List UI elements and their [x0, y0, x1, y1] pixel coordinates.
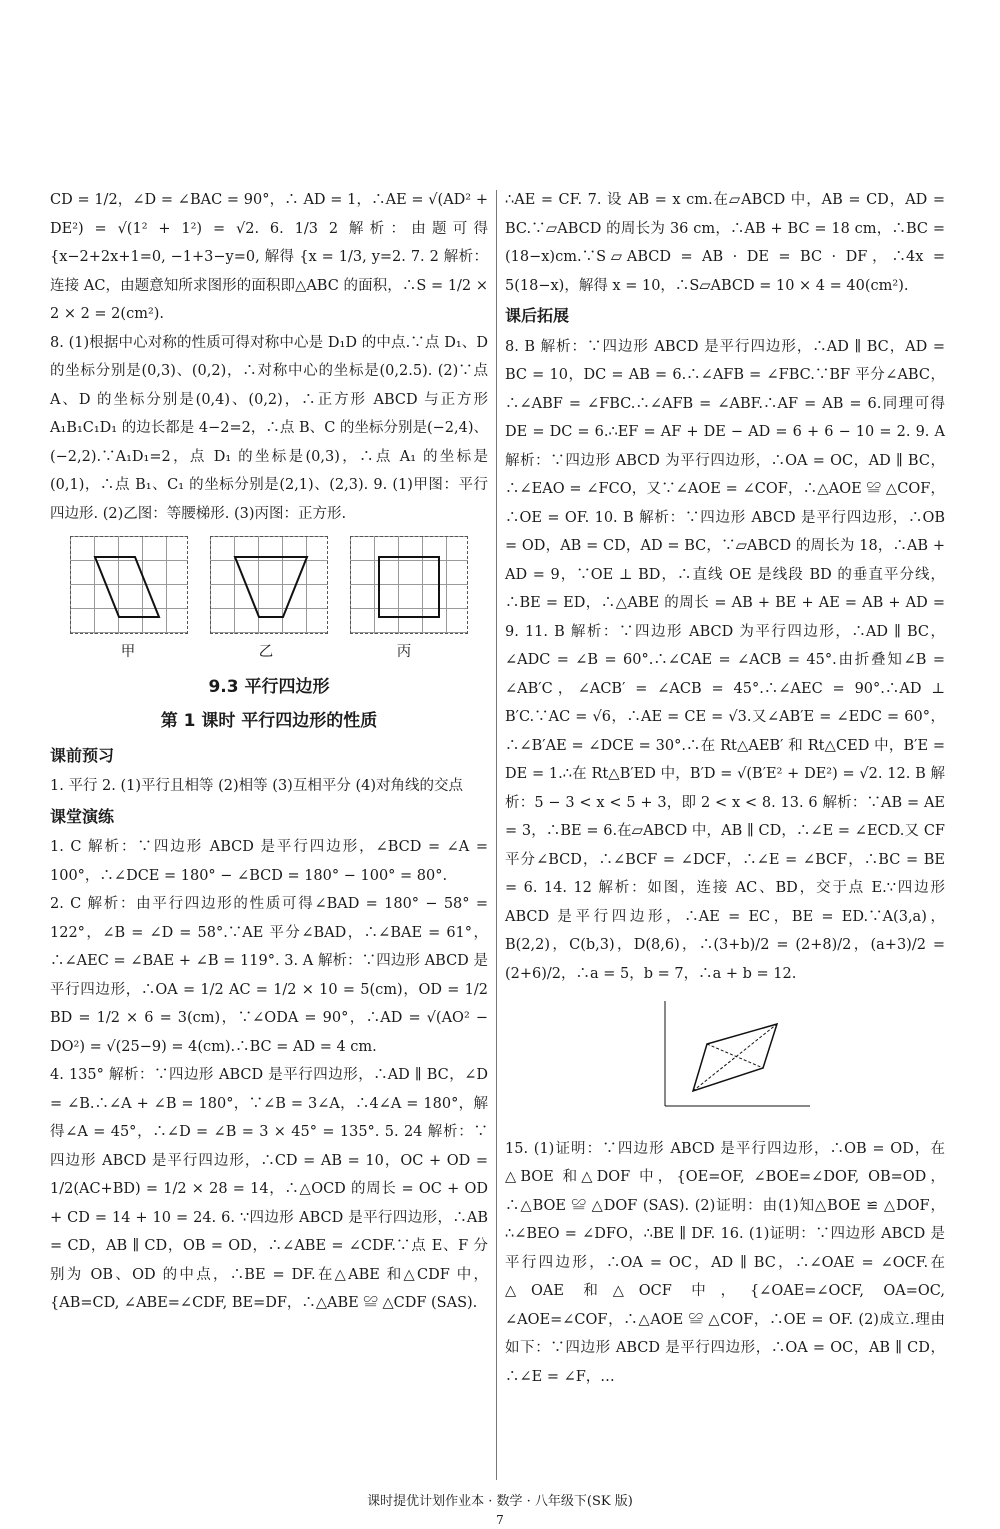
right-column [505, 186, 945, 1391]
heading-extension: 课后拓展 [505, 306, 570, 325]
answer-block: 4. 135° 解析：∵四边形 ABCD 是平行四边形，∴AD ∥ BC，∠D = ∠B.∴∠A + ∠B = 180°，∵∠B = 3∠A，∴4∠A = 180°，解得∠A = 45°，∴∠D = ∠B = 3 × 45° = 135°. 5. 24 解析：∵四边形 ABCD 是平行四边形，∴CD = AB = 10，OC + OD = 1/2(AC+BD) = 1/2 × 28 = 14，∴△OCD 的周长 = OC + OD + CD = 14 + 10 = 24. 6. ∵四边形 ABCD 是平行四边形，∴AB = CD，AB ∥ CD，OB = OD，∴∠ABE = ∠CDF.∵点 E、F 分别为 OB、OD 的中点，∴BE = DF.在△ABE 和△CDF 中，{AB=CD, ∠ABE=∠CDF, BE=DF，∴△ABE ≌ △CDF (SAS). [50, 1067, 488, 1311]
answer-block: CD = 1/2，∠D = ∠BAC = 90°，∴ AD = 1，∴AE = √(AD² + DE²) = √(1² + 1²) = √2. 6. 1/3 2 解析：由题可得 {x−2+2x+1=0, −1+3−y=0, 解得 {x = 1/3, y=2. 7. 2 解析：连接 AC，由题意知所求图形的面积即△ABC 的面积，∴S = 1/2 × 2 × 2 = 2(cm²). [50, 192, 488, 322]
grid-figure-trapezoid [210, 536, 328, 634]
page-number: 7 [496, 1513, 504, 1527]
answer-block: 1. 平行 2. (1)平行且相等 (2)相等 (3)互相平分 (4)对角线的交点 [50, 778, 463, 794]
caption: 丙 [396, 644, 412, 660]
left-column [50, 186, 488, 1318]
answer-block: 8. (1)根据中心对称的性质可得对称中心是 D₁D 的中点.∵点 D₁、D 的坐标分别是(0,3)、(0,2)，∴对称中心的坐标是(0,2.5). (2)∵点 A、D 的坐标分别是(0,4)、(0,2)，∴正方形 ABCD 与正方形 A₁B₁C₁D₁ 的边长都是 4−2=2，∴点 B、C 的坐标分别是(−2,4)、(−2,2).∵A₁D₁=2，点 D₁ 的坐标是(0,3)，∴点 A₁ 的坐标是(0,1)，∴点 B₁、C₁ 的坐标分别是(2,1)、(2,3). 9. (1)甲图：平行四边形. (2)乙图：等腰梯形. (3)丙图：正方形. [50, 334, 488, 522]
answer-block: 15. (1)证明：∵四边形 ABCD 是平行四边形，∴OB = OD，在△BOE 和△DOF 中，{OE=OF, ∠BOE=∠DOF, OB=OD，∴△BOE ≌ △DOF (SAS). (2)证明：由(1)知△BOE ≌ △DOF，∴∠BEO = ∠DFO，∴BE ∥ DF. 16. (1)证明：∵四边形 ABCD 是平行四边形，∴OA = OC，AD ∥ BC，∴∠OAE = ∠OCF.在△OAE 和△OCF 中，{∠OAE=∠OCF, OA=OC, ∠AOE=∠COF，∴△AOE ≌ △COF，∴OE = OF. (2)成立.理由如下：∵四边形 ABCD 是平行四边形，∴OA = OC，AB ∥ CD，∴∠E = ∠F，… [505, 1140, 945, 1385]
grid-figure-parallelogram [70, 536, 188, 634]
figure-captions [70, 638, 488, 667]
section-title: 9.3 平行四边形 [208, 676, 330, 697]
answer-block: 1. C 解析：∵四边形 ABCD 是平行四边形，∠BCD = ∠A = 100°，∴∠DCE = 180° − ∠BCD = 180° − 100° = 80°. [50, 839, 488, 884]
answer-block: ∴AE = CF. 7. 设 AB = x cm.在▱ABCD 中，AB = CD，AD = BC.∵▱ABCD 的周长为 36 cm，∴AB + BC = 18 cm，∴BC = (18−x)cm.∵S▱ABCD = AB · DE = BC · DF，∴4x = 5(18−x)，解得 x = 10，∴S▱ABCD = 10 × 4 = 40(cm²). [505, 192, 945, 294]
caption: 甲 [120, 644, 136, 660]
caption: 乙 [258, 644, 274, 660]
answer-block: 8. B 解析：∵四边形 ABCD 是平行四边形，∴AD ∥ BC，AD = BC = 10，DC = AB = 6.∴∠AFB = ∠FBC.∵BF 平分∠ABC，∴∠ABF = ∠FBC.∴∠AFB = ∠ABF.∴AF = AB = 6.同理可得 DE = DC = 6.∴EF = AF + DE − AD = 6 + 6 − 10 = 2. 9. A 解析：∵四边形 ABCD 为平行四边形，∴OA = OC，AD ∥ BC，∴∠EAO = ∠FCO，又∵∠AOE = ∠COF，∴△AOE ≌ △COF，∴OE = OF. 10. B 解析：∵四边形 ABCD 是平行四边形，∴OB = OD，AB = CD，AD = BC，∵▱ABCD 的周长为 18，∴AB + AD = 9，∵OE ⊥ BD，∴直线 OE 是线段 BD 的垂直平分线，∴BE = ED，∴△ABE 的周长 = AB + BE + AE = AB + AD = 9. 11. B 解析：∵四边形 ABCD 为平行四边形，∴AD ∥ BC，∠ADC = ∠B = 60°.∴∠CAE = ∠ACB = 45°.由折叠知∠B = ∠AB′C，∠ACB′ = ∠ACB = 45°.∴∠AEC = 90°.∴AD ⊥ B′C.∵AC = √6，∴AE = CE = √3.又∠AB′E = ∠EDC = 60°，∴∠B′AE = ∠DCE = 30°.∴在 Rt△AEB′ 和 Rt△CED 中，B′E = DE = 1.∴在 Rt△B′ED 中，B′D = √(B′E² + DE²) = √2. 12. B 解析：5 − 3 < x < 5 + 3，即 2 < x < 8. 13. 6 解析：∵AB = AE = 3，∴BE = 6.在▱ABCD 中，AB ∥ CD，∴∠E = ∠ECD.又 CF 平分∠BCD，∴∠BCF = ∠DCF，∴∠E = ∠BCF，∴BC = BE = 6. 14. 12 解析：如图，连接 AC、BD，交于点 E.∵四边形 ABCD 是平行四边形，∴AE = EC，BE = ED.∵A(3,a)，B(2,2)，C(b,3)，D(8,6)，∴(3+b)/2 = (2+8)/2，(a+3)/2 = (2+6)/2，∴a = 5，b = 7，∴a + b = 12. [505, 338, 945, 982]
column-divider [496, 190, 497, 1480]
lesson-title: 第 1 课时 平行四边形的性质 [160, 711, 378, 731]
answer-block: 2. C 解析：由平行四边形的性质可得∠BAD = 180° − 58° = 122°，∠B = ∠D = 58°.∵AE 平分∠BAD，∴∠BAE = 61°，∴∠AEC = ∠BAE + ∠B = 119°. 3. A 解析：∵四边形 ABCD 是平行四边形，∴OA = 1/2 AC = 1/2 × 10 = 5(cm)，OD = 1/2 BD = 1/2 × 6 = 3(cm)，∵∠ODA = 90°，∴AD = √(AO² − DO²) = √(25−9) = 4(cm).∴BC = AD = 4 cm. [50, 896, 488, 1055]
grid-figure-square [350, 536, 468, 634]
heading-class: 课堂演练 [50, 806, 115, 826]
coordinate-figure [645, 996, 945, 1127]
page-footer: 课时提优计划作业本 · 数学 · 八年级下(SK 版) [367, 1494, 633, 1509]
heading-preview: 课前预习 [50, 745, 115, 765]
figure-grids [70, 536, 488, 634]
